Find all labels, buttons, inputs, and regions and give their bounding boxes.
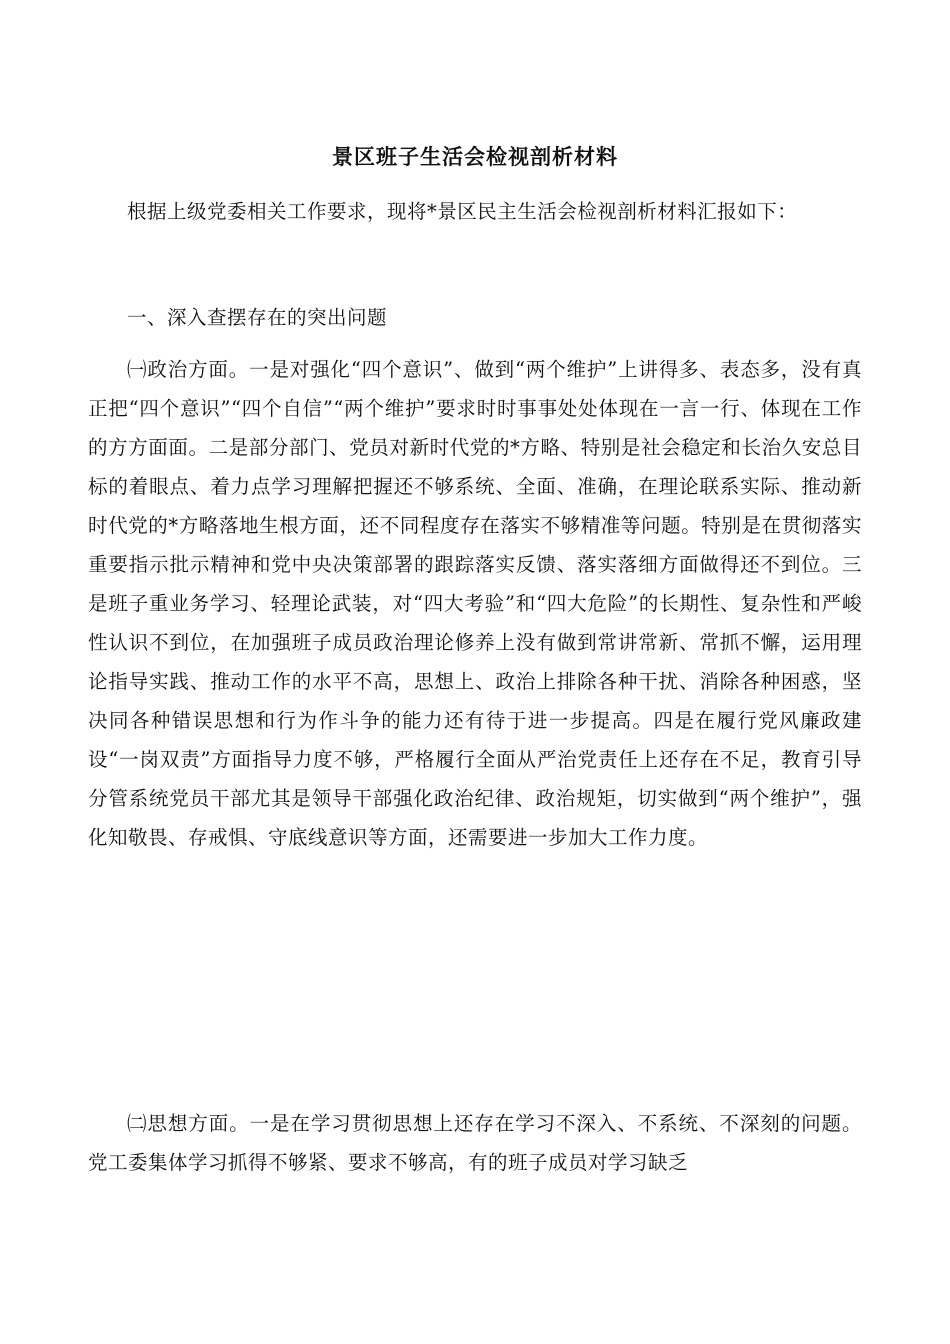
political-paragraph: ㈠政治方面。一是对强化“四个意识”、做到“两个维护”上讲得多、表态多，没有真正把“四个意识”“四个自信”“两个维护”要求时时事事处处体现在一言一行、体现在工作的方方面面。二是部分部门、党员对新时代党的*方略、特别是社会稳定和长治久安总目标的着眼点、着力点学习理解把握还不够系统、全面、准确，在理论联系实际、推动新时代党的*方略落地生根方面，还不同程度存在落实不够精准等问题。特别是在贯彻落实重要指示批示精神和党中央决策部署的跟踪落实反馈、落实落细方面做得还不到位。三是班子重业务学习、轻理论武装，对“四大考验”和“四大危险”的长期性、复杂性和严峻性认识不到位，在加强班子成员政治理论修养上没有做到常讲常新、常抓不懈，运用理论指导实践、推动工作的水平不高，思想上、政治上排除各种干扰、消除各种困惑，坚决同各种错误思想和行为作斗争的能力还有待于进一步提高。四是在履行党风廉政建设“一岗双责”方面指导力度不够，严格履行全面从严治党责任上还存在不足，教育引导分管系统党员干部尤其是领导干部强化政治纪律、政治规矩，切实做到“两个维护”，强化知敬畏、存戒惧、守底线意识等方面，还需要进一步加大工作力度。: [88, 358, 862, 849]
document-title: 景区班子生活会检视剖析材料: [332, 144, 618, 169]
ideological-paragraph: ㈡思想方面。一是在学习贯彻思想上还存在学习不深入、不系统、不深刻的问题。党工委集体学习抓得不够紧、要求不够高，有的班子成员对学习缺乏: [88, 1112, 862, 1174]
section-heading: 一、深入查摆存在的突出问题: [127, 306, 388, 329]
intro-paragraph: 根据上级党委相关工作要求，现将*景区民主生活会检视剖析材料汇报如下：: [127, 200, 798, 223]
